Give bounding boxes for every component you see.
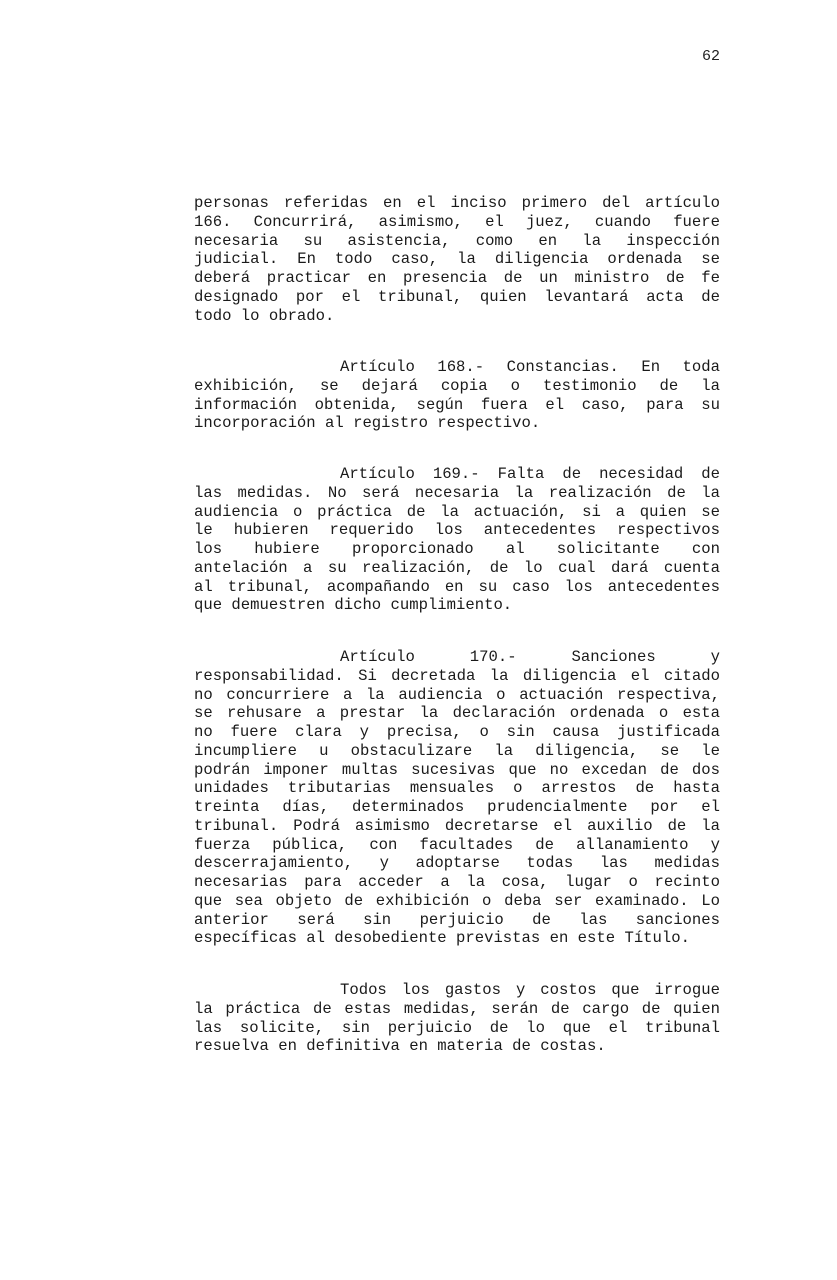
- text-line: treinta días, determinados prudencialmente por el: [194, 798, 720, 816]
- text-line: necesaria su asistencia, como en la inspección: [194, 231, 720, 250]
- text-line: las medidas. No será necesaria la realización de la: [194, 483, 720, 502]
- paragraph-articulo-169: [194, 465, 720, 615]
- text-line: información obtenida, según fuera el caso, para su: [194, 395, 720, 414]
- text-line: anterior será sin perjuicio de las sanciones: [194, 910, 720, 929]
- text-line: antelación a su realización, de lo cual dará cuenta: [194, 558, 720, 577]
- text-line: que sea objeto de exhibición o deba ser examinado. Lo: [194, 891, 720, 910]
- paragraph-articulo-168: [194, 358, 720, 433]
- text-line: se rehusare a prestar la declaración ordenada o esta: [194, 704, 720, 723]
- article-heading-line: Artículo 170.- Sanciones y: [340, 648, 720, 666]
- paragraph-gastos-costos: [194, 981, 720, 1056]
- article-heading-line: Artículo 168.- Constancias. En toda: [340, 358, 720, 376]
- paragraph-articulo-170: [194, 648, 720, 948]
- text-line: no concurriere a la audiencia o actuación respectiva,: [194, 685, 720, 704]
- text-line: que demuestren dicho cumplimiento.: [194, 596, 513, 615]
- text-line: designado por el tribunal, quien levantará acta de: [194, 287, 720, 306]
- page-number: 62: [701, 48, 720, 65]
- text-line: no fuere clara y precisa, o sin causa justificada: [194, 723, 720, 741]
- text-line: tribunal. Podrá asimismo decretarse el auxilio de la: [194, 816, 720, 835]
- text-line: judicial. En todo caso, la diligencia ordenada se: [194, 250, 720, 269]
- text-line: 166. Concurrirá, asimismo, el juez, cuando fuere: [194, 212, 720, 231]
- text-line: incumpliere u obstaculizare la diligencia, se le: [194, 741, 720, 760]
- text-line: podrán imponer multas sucesivas que no excedan de dos: [194, 760, 720, 779]
- text-line: al tribunal, acompañando en su caso los antecedentes: [194, 577, 720, 596]
- text-line: descerrajamiento, y adoptarse todas las medidas: [194, 854, 720, 873]
- text-line: exhibición, se dejará copia o testimonio de la: [194, 376, 720, 395]
- text-line: los hubiere proporcionado al solicitante con: [194, 540, 720, 558]
- text-line: audiencia o práctica de la actuación, si a quien se: [194, 502, 720, 521]
- text-line: resuelva en definitiva en materia de costas.: [194, 1037, 606, 1056]
- text-line: las solicite, sin perjuicio de lo que el tribunal: [194, 1018, 720, 1037]
- paragraph-continuation-167: [194, 194, 720, 325]
- text-line: todo lo obrado.: [194, 306, 335, 325]
- text-line: necesarias para acceder a la cosa, lugar o recinto: [194, 873, 720, 891]
- text-line: le hubieren requerido los antecedentes respectivos: [194, 521, 720, 540]
- text-line: personas referidas en el inciso primero del artículo: [194, 194, 720, 212]
- text-line: responsabilidad. Si decretada la diligencia el citado: [194, 666, 720, 685]
- text-line: fuerza pública, con facultades de allanamiento y: [194, 835, 720, 854]
- text-line: Todos los gastos y costos que irrogue: [340, 981, 720, 999]
- text-line: específicas al desobediente previstas en este Título.: [194, 929, 690, 948]
- text-line: deberá practicar en presencia de un ministro de fe: [194, 269, 720, 287]
- text-line: unidades tributarias mensuales o arrestos de hasta: [194, 779, 720, 798]
- text-line: incorporación al registro respectivo.: [194, 414, 541, 433]
- text-line: la práctica de estas medidas, serán de cargo de quien: [194, 999, 720, 1018]
- article-heading-line: Artículo 169.- Falta de necesidad de: [340, 465, 720, 483]
